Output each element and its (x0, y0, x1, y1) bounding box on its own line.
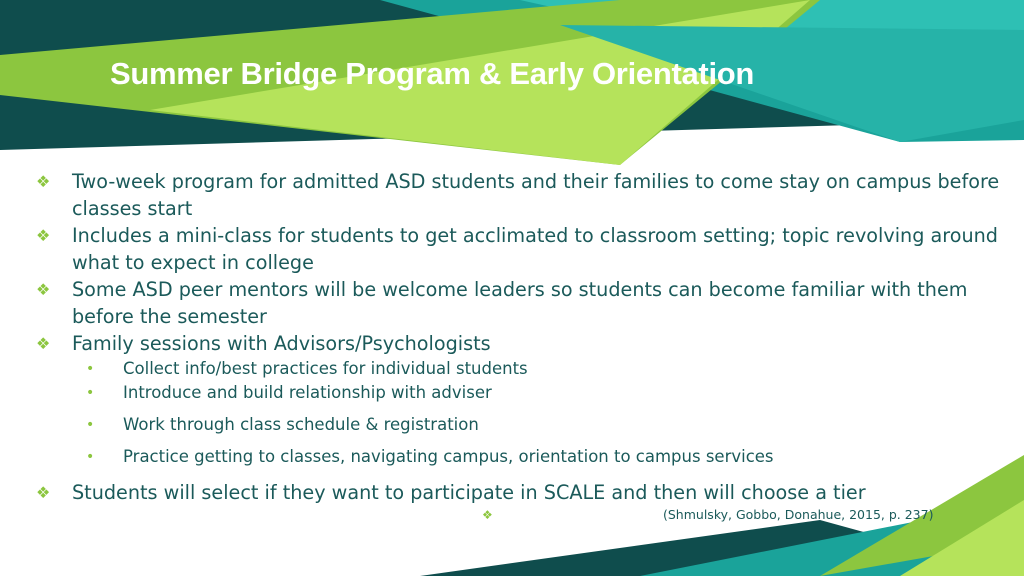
citation: (Shmulsky, Gobbo, Donahue, 2015, p. 237) (663, 507, 934, 522)
dot-bullet-icon: • (86, 385, 95, 401)
bullet-item (36, 330, 1011, 357)
slide-title: Summer Bridge Program & Early Orientation (110, 56, 755, 91)
bullet-item (36, 276, 1011, 330)
sub-bullet-text: Practice getting to classes, navigating campus, orientation to campus services (123, 447, 774, 466)
bullet-item (36, 222, 1011, 276)
sub-bullet-item (36, 357, 1011, 381)
bullet-item (36, 479, 1011, 506)
diamond-bullet-icon: ❖ (36, 280, 51, 299)
sub-bullet-text: Collect info/best practices for individual students (123, 359, 528, 378)
diamond-bullet-icon: ❖ (36, 226, 51, 245)
bullet-text: Two-week program for admitted ASD students and their families to come stay on campus before classes start (72, 170, 1000, 220)
bullet-list (36, 168, 1011, 506)
bullet-text: Some ASD peer mentors will be welcome leaders so students can become familiar with them before the semester (72, 278, 968, 328)
sub-bullet-item (36, 381, 1011, 405)
dot-bullet-icon: • (86, 449, 95, 465)
bullet-text: Family sessions with Advisors/Psychologists (72, 332, 491, 355)
sub-bullet-text: Introduce and build relationship with adviser (123, 383, 492, 402)
dot-bullet-icon: • (86, 417, 95, 433)
sub-bullet-text: Work through class schedule & registration (123, 415, 479, 434)
diamond-bullet-icon: ❖ (36, 172, 51, 191)
diamond-bullet-icon: ❖ (482, 508, 493, 522)
sub-bullet-item (36, 445, 1011, 469)
diamond-bullet-icon: ❖ (36, 483, 51, 502)
diamond-bullet-icon: ❖ (36, 334, 51, 353)
bullet-text: Students will select if they want to participate in SCALE and then will choose a tier (72, 481, 866, 504)
bullet-item (36, 168, 1011, 222)
dot-bullet-icon: • (86, 361, 95, 377)
bullet-text: Includes a mini-class for students to get acclimated to classroom setting; topic revolving around what to expect in college (72, 224, 998, 274)
sub-bullet-item (36, 413, 1011, 437)
